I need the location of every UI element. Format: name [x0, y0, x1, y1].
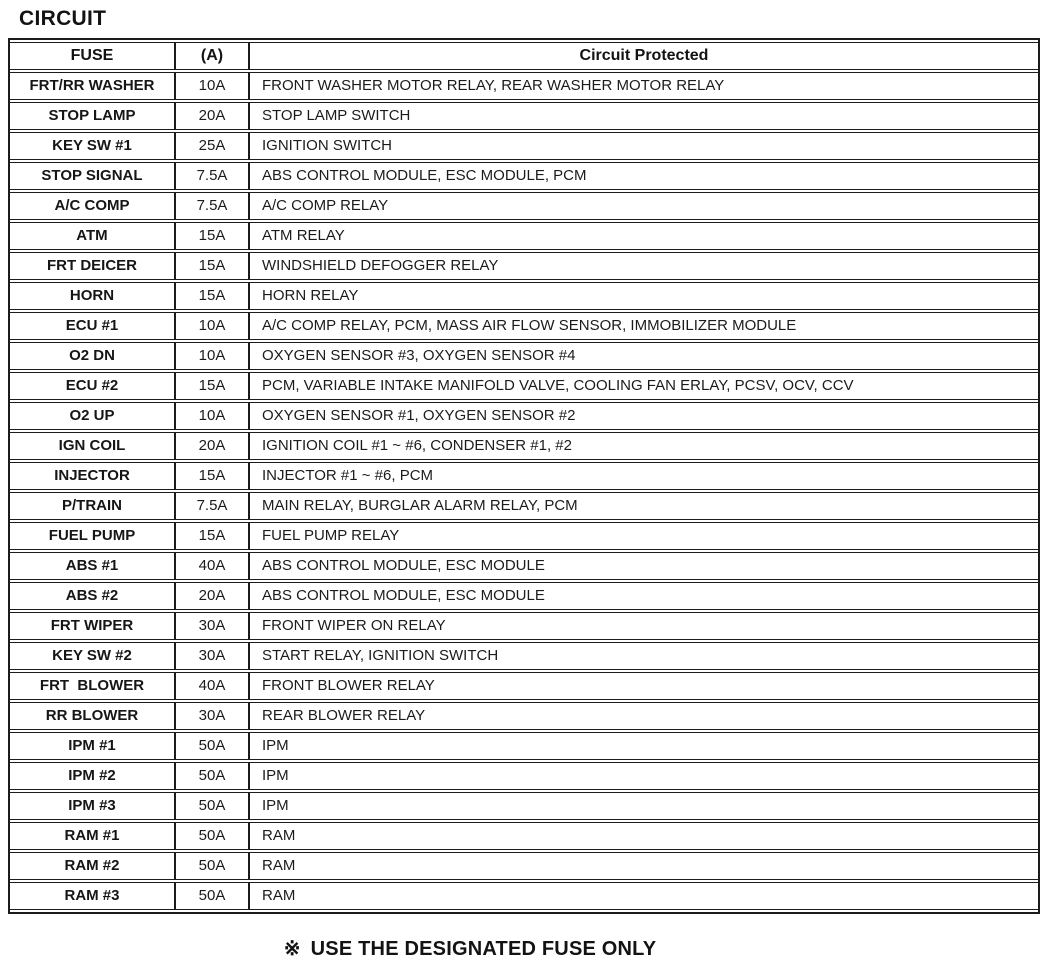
amperage-cell: 10A: [174, 312, 248, 340]
amperage-cell: 50A: [174, 882, 248, 910]
fuse-name-cell: ABS #2: [10, 582, 174, 610]
fuse-name-cell: RAM #1: [10, 822, 174, 850]
circuit-protected-cell: HORN RELAY: [248, 282, 1038, 310]
circuit-protected-cell: ATM RELAY: [248, 222, 1038, 250]
footer-note: [0, 936, 940, 960]
amperage-cell: 15A: [174, 522, 248, 550]
amperage-cell: 40A: [174, 672, 248, 700]
circuit-protected-cell: INJECTOR #1 ~ #6, PCM: [248, 462, 1038, 490]
circuit-protected-cell: STOP LAMP SWITCH: [248, 102, 1038, 130]
table-header-row: [10, 42, 1038, 70]
column-header-fuse: FUSE: [10, 42, 174, 70]
table-row: [10, 792, 1038, 820]
table-row: [10, 732, 1038, 760]
fuse-name-cell: HORN: [10, 282, 174, 310]
circuit-protected-cell: ABS CONTROL MODULE, ESC MODULE, PCM: [248, 162, 1038, 190]
fuse-name-cell: RAM #3: [10, 882, 174, 910]
table-row: [10, 282, 1038, 310]
table-row: [10, 342, 1038, 370]
table-row: [10, 762, 1038, 790]
circuit-protected-cell: IPM: [248, 792, 1038, 820]
fuse-name-cell: O2 DN: [10, 342, 174, 370]
amperage-cell: 10A: [174, 342, 248, 370]
table-row: [10, 882, 1038, 910]
amperage-cell: 50A: [174, 732, 248, 760]
circuit-protected-cell: RAM: [248, 852, 1038, 880]
circuit-protected-cell: IGNITION SWITCH: [248, 132, 1038, 160]
page-title: CIRCUIT: [19, 7, 107, 30]
circuit-protected-cell: START RELAY, IGNITION SWITCH: [248, 642, 1038, 670]
table-row: [10, 702, 1038, 730]
circuit-protected-cell: FUEL PUMP RELAY: [248, 522, 1038, 550]
amperage-cell: 15A: [174, 222, 248, 250]
amperage-cell: 50A: [174, 822, 248, 850]
footer-note-text: USE THE DESIGNATED FUSE ONLY: [310, 938, 657, 960]
circuit-protected-cell: RAM: [248, 882, 1038, 910]
amperage-cell: 50A: [174, 762, 248, 790]
table-row: [10, 822, 1038, 850]
circuit-protected-cell: ABS CONTROL MODULE, ESC MODULE: [248, 552, 1038, 580]
table-row: [10, 462, 1038, 490]
fuse-name-cell: RAM #2: [10, 852, 174, 880]
fuse-name-cell: FRT BLOWER: [10, 672, 174, 700]
table-row: [10, 192, 1038, 220]
fuse-name-cell: RR BLOWER: [10, 702, 174, 730]
table-row: [10, 132, 1038, 160]
fuse-name-cell: FRT DEICER: [10, 252, 174, 280]
table-row: [10, 372, 1038, 400]
circuit-protected-cell: OXYGEN SENSOR #1, OXYGEN SENSOR #2: [248, 402, 1038, 430]
table-row: [10, 672, 1038, 700]
fuse-name-cell: INJECTOR: [10, 462, 174, 490]
fuse-name-cell: IPM #3: [10, 792, 174, 820]
circuit-protected-cell: RAM: [248, 822, 1038, 850]
circuit-protected-cell: ABS CONTROL MODULE, ESC MODULE: [248, 582, 1038, 610]
amperage-cell: 7.5A: [174, 162, 248, 190]
amperage-cell: 20A: [174, 102, 248, 130]
table-row: [10, 492, 1038, 520]
amperage-cell: 15A: [174, 462, 248, 490]
amperage-cell: 20A: [174, 432, 248, 460]
table-row: [10, 402, 1038, 430]
amperage-cell: 25A: [174, 132, 248, 160]
circuit-protected-cell: REAR BLOWER RELAY: [248, 702, 1038, 730]
table-row: [10, 612, 1038, 640]
amperage-cell: 15A: [174, 372, 248, 400]
table-row: [10, 552, 1038, 580]
amperage-cell: 15A: [174, 282, 248, 310]
table-row: [10, 102, 1038, 130]
fuse-name-cell: IPM #2: [10, 762, 174, 790]
fuse-name-cell: O2 UP: [10, 402, 174, 430]
fuse-name-cell: P/TRAIN: [10, 492, 174, 520]
table-row: [10, 72, 1038, 100]
fuse-name-cell: IGN COIL: [10, 432, 174, 460]
fuse-name-cell: ECU #2: [10, 372, 174, 400]
fuse-name-cell: IPM #1: [10, 732, 174, 760]
table-row: [10, 162, 1038, 190]
table-row: [10, 312, 1038, 340]
fuse-name-cell: A/C COMP: [10, 192, 174, 220]
amperage-cell: 7.5A: [174, 192, 248, 220]
fuse-name-cell: STOP LAMP: [10, 102, 174, 130]
circuit-protected-cell: IPM: [248, 762, 1038, 790]
amperage-cell: 7.5A: [174, 492, 248, 520]
amperage-cell: 10A: [174, 402, 248, 430]
fuse-name-cell: ECU #1: [10, 312, 174, 340]
amperage-cell: 40A: [174, 552, 248, 580]
circuit-protected-cell: FRONT WIPER ON RELAY: [248, 612, 1038, 640]
table-row: [10, 252, 1038, 280]
amperage-cell: 30A: [174, 642, 248, 670]
amperage-cell: 30A: [174, 702, 248, 730]
circuit-protected-cell: IPM: [248, 732, 1038, 760]
fuse-table: [8, 38, 1040, 914]
amperage-cell: 30A: [174, 612, 248, 640]
table-row: [10, 222, 1038, 250]
amperage-cell: 15A: [174, 252, 248, 280]
table-row: [10, 432, 1038, 460]
reference-mark-icon: ※: [283, 938, 301, 960]
fuse-name-cell: KEY SW #2: [10, 642, 174, 670]
fuse-name-cell: FRT WIPER: [10, 612, 174, 640]
amperage-cell: 10A: [174, 72, 248, 100]
fuse-name-cell: FRT/RR WASHER: [10, 72, 174, 100]
circuit-protected-cell: IGNITION COIL #1 ~ #6, CONDENSER #1, #2: [248, 432, 1038, 460]
table-row: [10, 852, 1038, 880]
circuit-protected-cell: A/C COMP RELAY: [248, 192, 1038, 220]
amperage-cell: 20A: [174, 582, 248, 610]
circuit-protected-cell: OXYGEN SENSOR #3, OXYGEN SENSOR #4: [248, 342, 1038, 370]
column-header-amperage: (A): [174, 42, 248, 70]
amperage-cell: 50A: [174, 792, 248, 820]
circuit-protected-cell: PCM, VARIABLE INTAKE MANIFOLD VALVE, COOLING FAN ERLAY, PCSV, OCV, CCV: [248, 372, 1038, 400]
circuit-protected-cell: A/C COMP RELAY, PCM, MASS AIR FLOW SENSOR, IMMOBILIZER MODULE: [248, 312, 1038, 340]
table-row: [10, 522, 1038, 550]
circuit-protected-cell: FRONT WASHER MOTOR RELAY, REAR WASHER MOTOR RELAY: [248, 72, 1038, 100]
fuse-name-cell: ATM: [10, 222, 174, 250]
table-row: [10, 642, 1038, 670]
circuit-protected-cell: FRONT BLOWER RELAY: [248, 672, 1038, 700]
column-header-circuit-protected: Circuit Protected: [248, 42, 1038, 70]
fuse-name-cell: FUEL PUMP: [10, 522, 174, 550]
circuit-protected-cell: MAIN RELAY, BURGLAR ALARM RELAY, PCM: [248, 492, 1038, 520]
fuse-name-cell: STOP SIGNAL: [10, 162, 174, 190]
fuse-name-cell: KEY SW #1: [10, 132, 174, 160]
fuse-name-cell: ABS #1: [10, 552, 174, 580]
table-row: [10, 582, 1038, 610]
circuit-protected-cell: WINDSHIELD DEFOGGER RELAY: [248, 252, 1038, 280]
amperage-cell: 50A: [174, 852, 248, 880]
